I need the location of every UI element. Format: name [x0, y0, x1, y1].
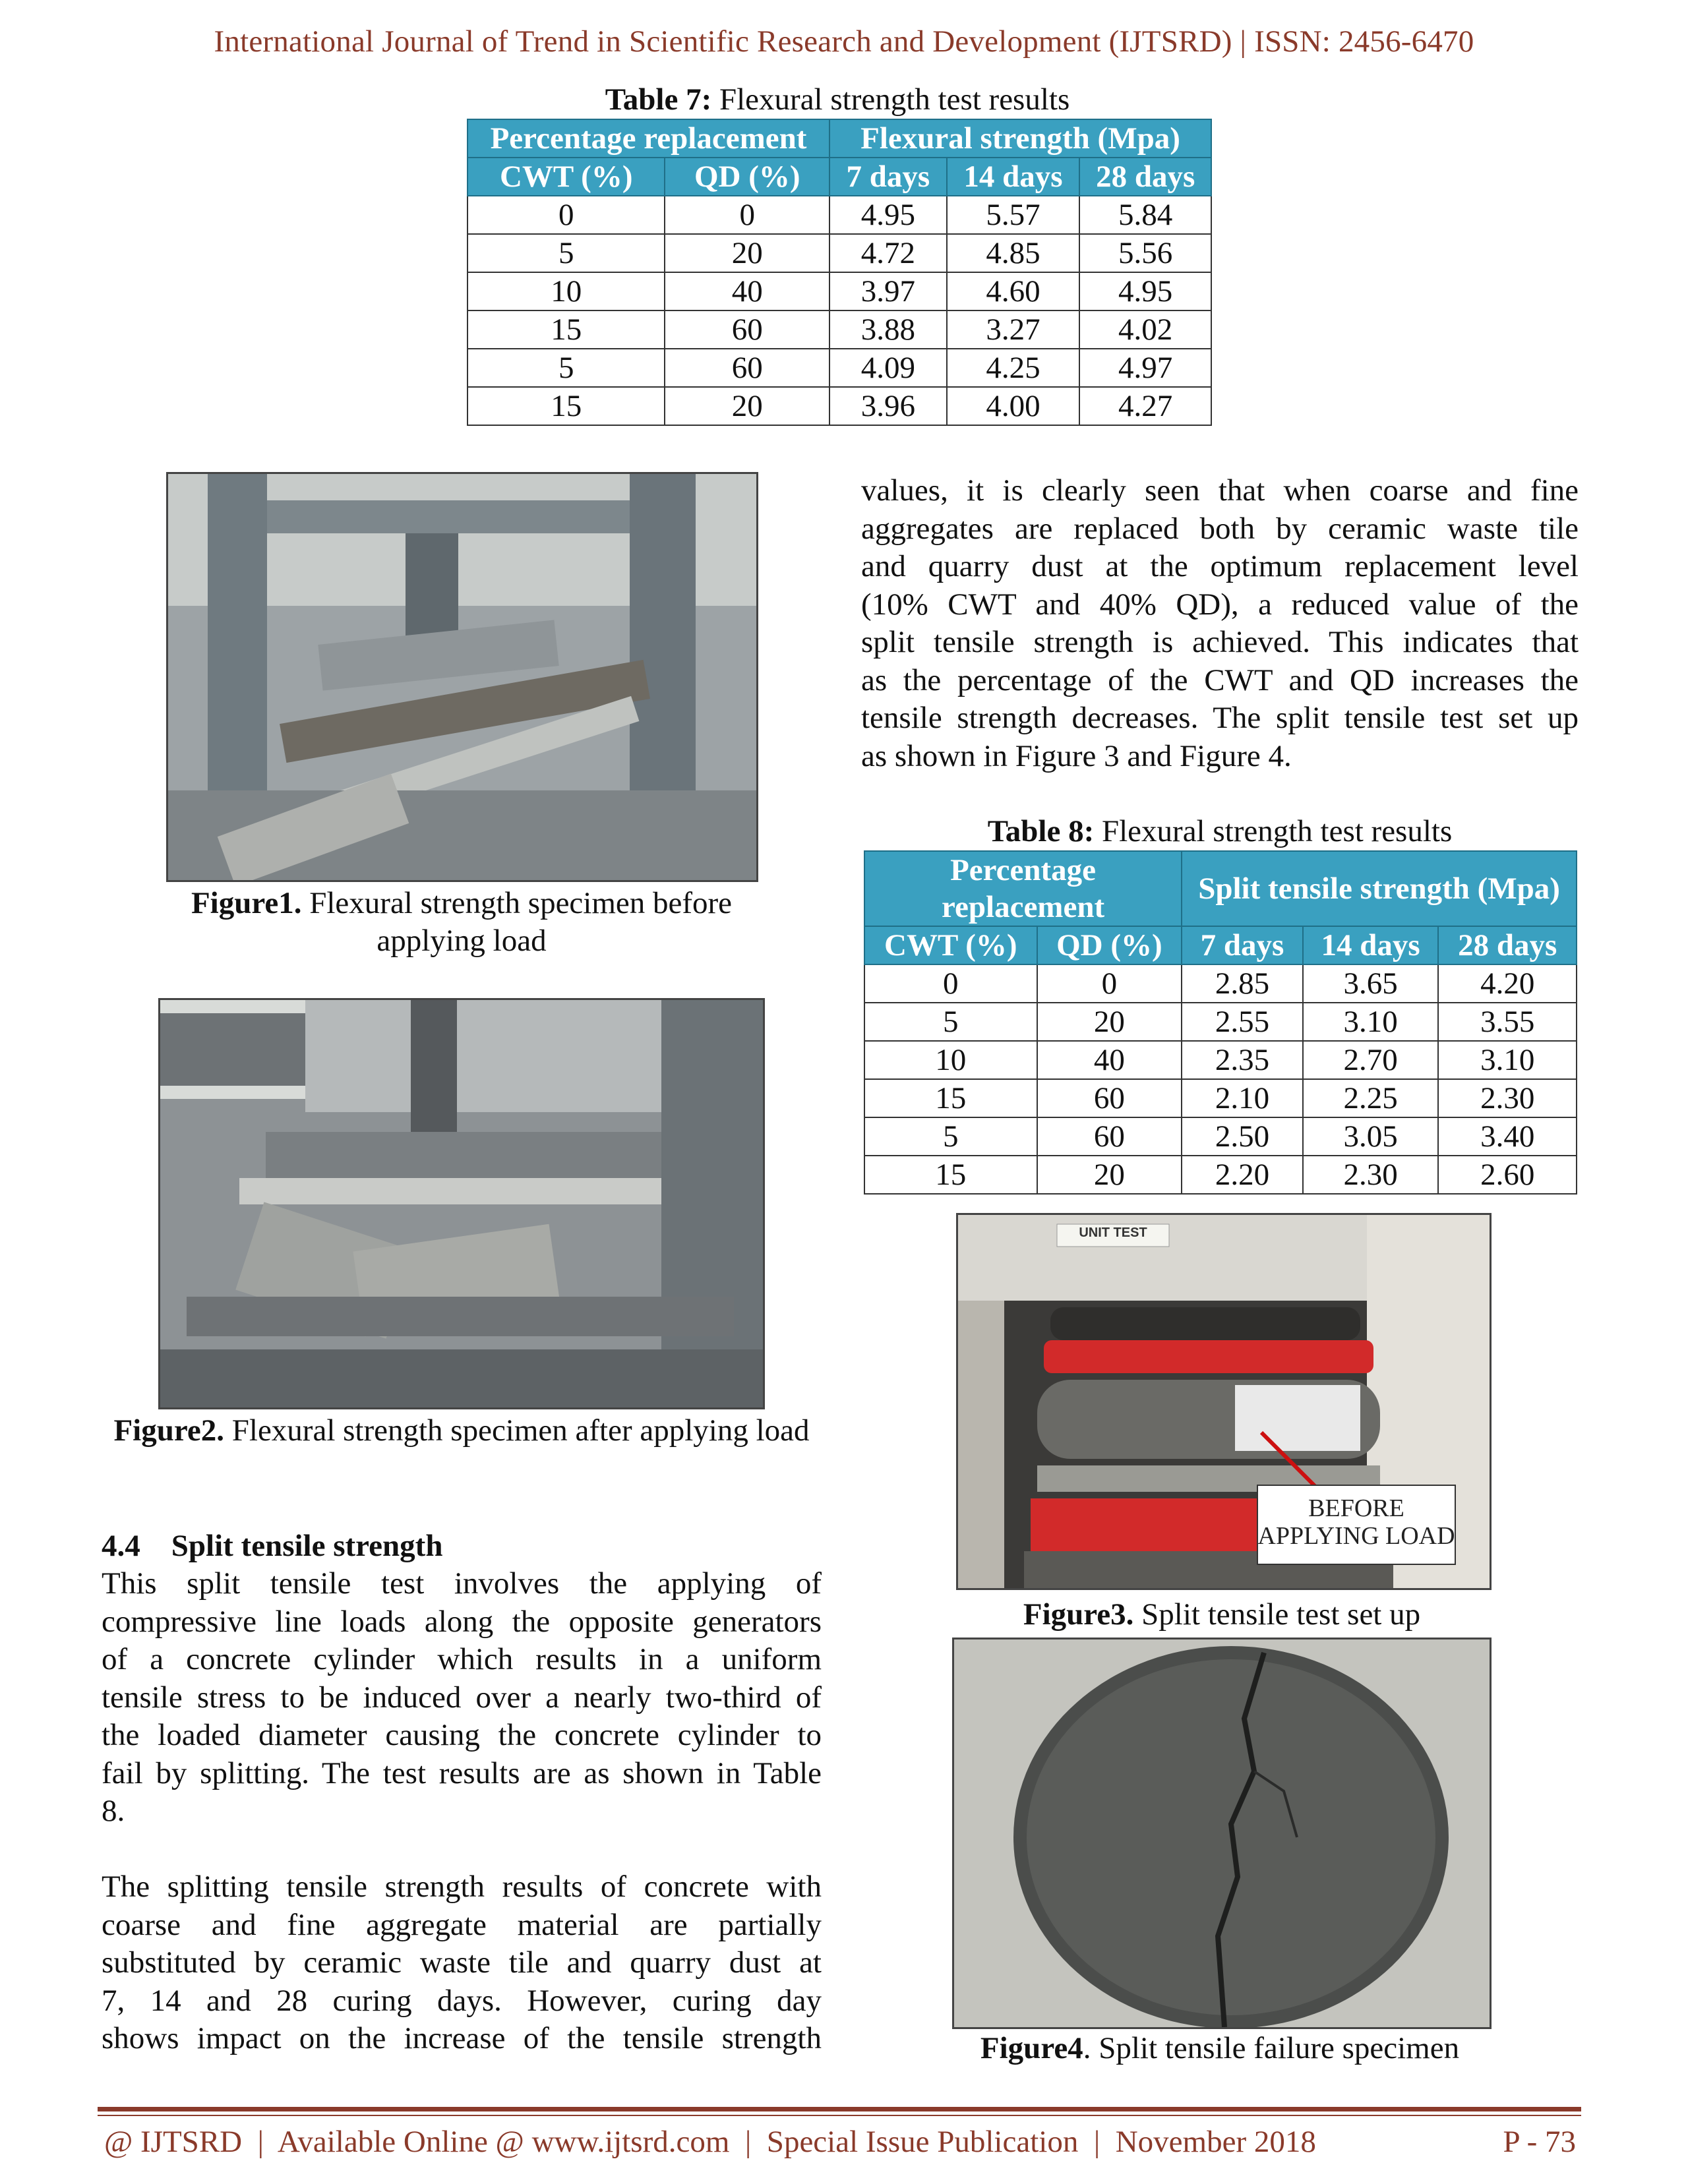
table7-col-7days: 7 days — [829, 158, 947, 196]
table-cell: 20 — [665, 387, 829, 425]
figure1-caption — [158, 885, 765, 960]
table-row — [467, 387, 1211, 425]
table-cell: 2.55 — [1182, 1003, 1303, 1041]
table-cell: 4.85 — [947, 234, 1080, 272]
figure4-image — [952, 1638, 1492, 2029]
figure3-caption — [956, 1597, 1488, 1632]
table8-col-14days: 14 days — [1303, 926, 1439, 964]
table-cell: 2.85 — [1182, 964, 1303, 1003]
table-cell: 2.30 — [1303, 1156, 1439, 1194]
table-cell: 4.60 — [947, 272, 1080, 310]
figure3-overlay-label — [1257, 1494, 1455, 1550]
figure4-caption — [952, 2030, 1488, 2066]
page-number: P - 73 — [1503, 2125, 1576, 2159]
table-row — [864, 1117, 1577, 1156]
footer-rule-thin — [98, 2115, 1581, 2116]
overlay-line-2: APPLYING LOAD — [1257, 1522, 1455, 1550]
table-cell: 5 — [467, 349, 665, 387]
paragraph-line: split tensile strength is achieved. This indicates that — [861, 625, 1579, 659]
table-row — [864, 1003, 1577, 1041]
table-cell: 4.20 — [1438, 964, 1577, 1003]
figure3-caption-text: Split tensile test set up — [1133, 1597, 1421, 1632]
table7-group-header-strength: Flexural strength (Mpa) — [829, 119, 1211, 158]
footer-text: @ IJTSRD | Available Online @ www.ijtsrd.com | Special Issue Publication | November 2018 — [104, 2125, 1316, 2159]
table7-col-cwt: CWT (%) — [467, 158, 665, 196]
figure1-caption-text: Flexural strength specimen before applying load — [301, 886, 733, 958]
table-cell: 3.65 — [1303, 964, 1439, 1003]
paragraph-line: shows impact on the increase of the tensile strength — [102, 2021, 822, 2055]
section-title: Split tensile strength — [171, 1529, 443, 1563]
table8-col-qd: QD (%) — [1037, 926, 1182, 964]
figure1-caption-label: Figure1. — [191, 886, 302, 920]
figure2-caption-label: Figure2. — [113, 1413, 224, 1448]
table-cell: 2.20 — [1182, 1156, 1303, 1194]
table-cell: 4.09 — [829, 349, 947, 387]
table-cell: 3.40 — [1438, 1117, 1577, 1156]
section-heading — [102, 1528, 442, 1564]
table8-group-header-replacement: Percentage replacement — [864, 851, 1182, 926]
table7-group-header-replacement: Percentage replacement — [467, 119, 829, 158]
figure4-caption-label: Figure4 — [980, 2031, 1083, 2065]
table-cell: 3.27 — [947, 310, 1080, 349]
figure2-illustration — [160, 1000, 763, 1407]
paragraph-line: aggregates are replaced both by ceramic waste tile — [861, 511, 1579, 546]
section-paragraph-2 — [102, 1868, 822, 2058]
figure4-caption-text: . Split tensile failure specimen — [1083, 2031, 1460, 2065]
table-cell: 0 — [1037, 964, 1182, 1003]
paragraph-line: the loaded diameter causing the concrete cylinder to — [102, 1718, 822, 1752]
paragraph-line: compressive line loads along the opposite generators — [102, 1604, 822, 1639]
table7 — [467, 119, 1212, 426]
figure2-caption — [112, 1412, 811, 1450]
table-row — [864, 964, 1577, 1003]
table-cell: 2.10 — [1182, 1079, 1303, 1117]
paragraph-line: The splitting tensile strength results of concrete with — [102, 1870, 822, 1904]
table7-col-14days: 14 days — [947, 158, 1080, 196]
table8 — [864, 850, 1577, 1195]
paragraph-line: as shown in Figure 3 and Figure 4. — [861, 738, 1292, 773]
table-cell: 20 — [1037, 1156, 1182, 1194]
table7-col-qd: QD (%) — [665, 158, 829, 196]
paragraph-line: This split tensile test involves the applying of — [102, 1566, 822, 1601]
table-cell: 3.88 — [829, 310, 947, 349]
footer-rule — [98, 2107, 1581, 2111]
table-cell: 0 — [467, 196, 665, 234]
table7-caption — [462, 82, 1213, 117]
table-row — [467, 272, 1211, 310]
table-cell: 4.95 — [829, 196, 947, 234]
figure2-image — [158, 998, 765, 1409]
table-cell: 2.35 — [1182, 1041, 1303, 1079]
overlay-line-1: BEFORE — [1308, 1494, 1404, 1522]
table-cell: 3.97 — [829, 272, 947, 310]
table8-caption-text: Flexural strength test results — [1094, 814, 1453, 848]
paragraph-line: values, it is clearly seen that when coarse and fine — [861, 473, 1579, 508]
table-cell: 5.56 — [1079, 234, 1211, 272]
table-row — [467, 196, 1211, 234]
table-cell: 3.10 — [1438, 1041, 1577, 1079]
table-cell: 20 — [665, 234, 829, 272]
table-cell: 2.50 — [1182, 1117, 1303, 1156]
table-cell: 4.02 — [1079, 310, 1211, 349]
table-cell: 4.27 — [1079, 387, 1211, 425]
paragraph-line: fail by splitting. The test results are as shown in Table — [102, 1756, 822, 1790]
figure4-illustration — [954, 1639, 1490, 2027]
paragraph-line: tensile strength decreases. The split tensile test set up — [861, 701, 1579, 735]
journal-header: International Journal of Trend in Scientific Research and Development (IJTSRD) | ISSN: 2456-6470 — [214, 24, 1474, 59]
table-cell: 60 — [665, 310, 829, 349]
table-cell: 0 — [665, 196, 829, 234]
paragraph-line: 8. — [102, 1794, 125, 1828]
paragraph-line: coarse and fine aggregate material are partially — [102, 1907, 822, 1942]
table-cell: 15 — [864, 1156, 1037, 1194]
table8-group-header-strength: Split tensile strength (Mpa) — [1182, 851, 1577, 926]
table-cell: 2.30 — [1438, 1079, 1577, 1117]
paragraph-line: as the percentage of the CWT and QD increases the — [861, 663, 1579, 697]
table-cell: 4.25 — [947, 349, 1080, 387]
table7-col-28days: 28 days — [1079, 158, 1211, 196]
table-row — [467, 349, 1211, 387]
paragraph-line: of a concrete cylinder which results in a uniform — [102, 1642, 822, 1676]
table-cell: 4.97 — [1079, 349, 1211, 387]
table-cell: 3.55 — [1438, 1003, 1577, 1041]
table-cell: 2.60 — [1438, 1156, 1577, 1194]
section-paragraph-1 — [102, 1565, 822, 1831]
table-row — [864, 1079, 1577, 1117]
figure3-image — [956, 1213, 1492, 1590]
table-cell: 4.72 — [829, 234, 947, 272]
figure3-caption-label: Figure3. — [1023, 1597, 1134, 1632]
table-cell: 15 — [864, 1079, 1037, 1117]
table8-col-28days: 28 days — [1438, 926, 1577, 964]
figure1-image — [166, 472, 758, 882]
section-number: 4.4 — [102, 1529, 140, 1563]
paragraph-line: tensile stress to be induced over a nearly two-third of — [102, 1680, 822, 1715]
table-row — [864, 1041, 1577, 1079]
table-cell: 60 — [1037, 1117, 1182, 1156]
table-cell: 2.25 — [1303, 1079, 1439, 1117]
table-cell: 20 — [1037, 1003, 1182, 1041]
table-row — [467, 234, 1211, 272]
figure3-sign: UNIT TEST — [1079, 1225, 1147, 1240]
table8-col-7days: 7 days — [1182, 926, 1303, 964]
table-cell: 60 — [665, 349, 829, 387]
figure2-caption-text: Flexural strength specimen after applying load — [224, 1413, 810, 1448]
table8-caption — [864, 813, 1576, 849]
table-cell: 5 — [864, 1117, 1037, 1156]
table-cell: 4.00 — [947, 387, 1080, 425]
table-cell: 3.05 — [1303, 1117, 1439, 1156]
table7-caption-label: Table 7: — [605, 82, 712, 117]
table-cell: 5 — [864, 1003, 1037, 1041]
right-paragraph — [861, 472, 1579, 775]
table-cell: 40 — [665, 272, 829, 310]
table-cell: 10 — [864, 1041, 1037, 1079]
table7-caption-text: Flexural strength test results — [711, 82, 1070, 117]
paragraph-line: substituted by ceramic waste tile and quarry dust at — [102, 1945, 822, 1980]
table-cell: 4.95 — [1079, 272, 1211, 310]
figure1-illustration — [168, 474, 756, 880]
table-cell: 10 — [467, 272, 665, 310]
table-cell: 5.57 — [947, 196, 1080, 234]
table-cell: 15 — [467, 310, 665, 349]
table-row — [864, 1156, 1577, 1194]
table-cell: 0 — [864, 964, 1037, 1003]
table-cell: 15 — [467, 387, 665, 425]
table-cell: 40 — [1037, 1041, 1182, 1079]
table8-col-cwt: CWT (%) — [864, 926, 1037, 964]
table-cell: 3.10 — [1303, 1003, 1439, 1041]
table-cell: 60 — [1037, 1079, 1182, 1117]
paragraph-line: 7, 14 and 28 curing days. However, curing day — [102, 1983, 822, 2018]
table-cell: 2.70 — [1303, 1041, 1439, 1079]
table8-caption-label: Table 8: — [987, 814, 1095, 848]
table-cell: 3.96 — [829, 387, 947, 425]
paragraph-line: and quarry dust at the optimum replacement level — [861, 549, 1579, 583]
table-row — [467, 310, 1211, 349]
table-cell: 5.84 — [1079, 196, 1211, 234]
paragraph-line: (10% CWT and 40% QD), a reduced value of the — [861, 587, 1579, 622]
table-cell: 5 — [467, 234, 665, 272]
